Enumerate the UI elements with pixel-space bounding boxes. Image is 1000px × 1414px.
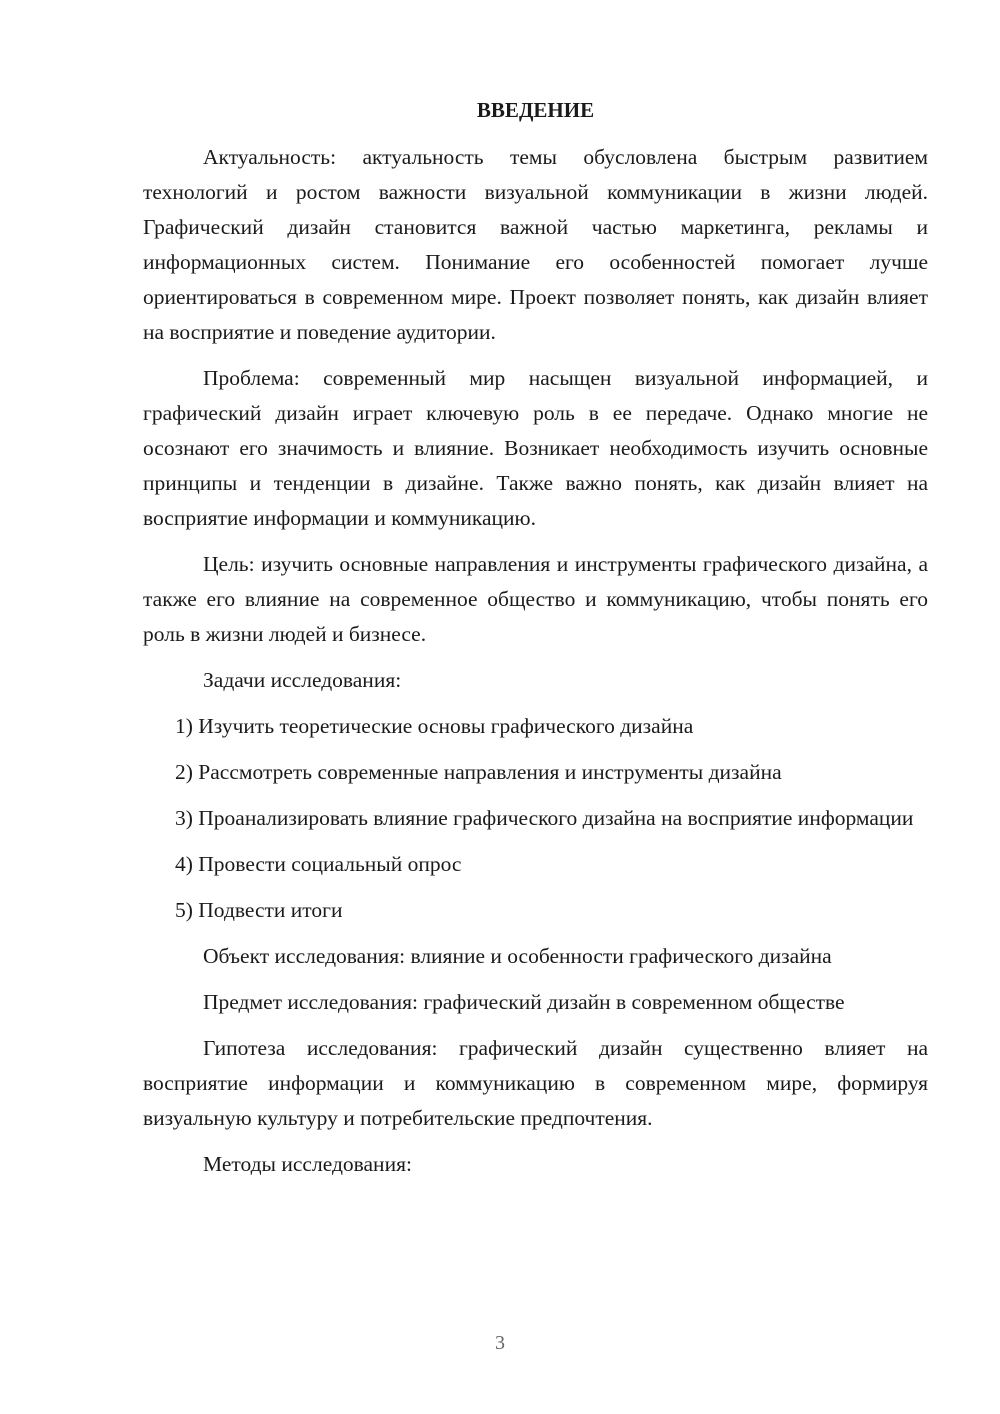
- page-content: [143, 94, 928, 1193]
- page-number: 3: [495, 1332, 505, 1354]
- problem-paragraph: Проблема: современный мир насыщен визуальной информацией, и графический дизайн играет ключевую роль в ее передаче. Однако многие не осознают его значимость и влияние. Возникает необходимость изучить основные принципы и тенденции в дизайне. Также важно понять, как дизайн влияет на восприятие информации и коммуникацию.: [143, 366, 928, 530]
- object-paragraph: Объект исследования: влияние и особенности графического дизайна: [203, 944, 832, 968]
- task-item-5: 5) Подвести итоги: [175, 898, 343, 922]
- subject-paragraph: Предмет исследования: графический дизайн в современном обществе: [203, 990, 845, 1014]
- task-item-2: 2) Рассмотреть современные направления и инструменты дизайна: [175, 760, 782, 784]
- task-item-3: 3) Проанализировать влияние графического дизайна на восприятие информации: [175, 806, 914, 830]
- methods-heading: Методы исследования:: [203, 1152, 412, 1176]
- task-item-4: 4) Провести социальный опрос: [175, 852, 462, 876]
- goal-paragraph: Цель: изучить основные направления и инструменты графического дизайна, а также его влияние на современное общество и коммуникацию, чтобы понять его роль в жизни людей и бизнесе.: [143, 552, 928, 646]
- tasks-heading: Задачи исследования:: [203, 668, 402, 692]
- hypothesis-paragraph: Гипотеза исследования: графический дизайн существенно влияет на восприятие информации и коммуникацию в современном мире, формируя визуальную культуру и потребительские предпочтения.: [143, 1036, 928, 1130]
- section-heading: ВВЕДЕНИЕ: [476, 98, 595, 122]
- relevance-paragraph: Актуальность: актуальность темы обусловлена быстрым развитием технологий и ростом важности визуальной коммуникации в жизни людей. Графический дизайн становится важной частью маркетинга, рекламы и информационных систем. Понимание его особенностей помогает лучше ориентироваться в современном мире. Проект позволяет понять, как дизайн влияет на восприятие и поведение аудитории.: [143, 145, 928, 344]
- task-item-1: 1) Изучить теоретические основы графического дизайна: [175, 714, 694, 738]
